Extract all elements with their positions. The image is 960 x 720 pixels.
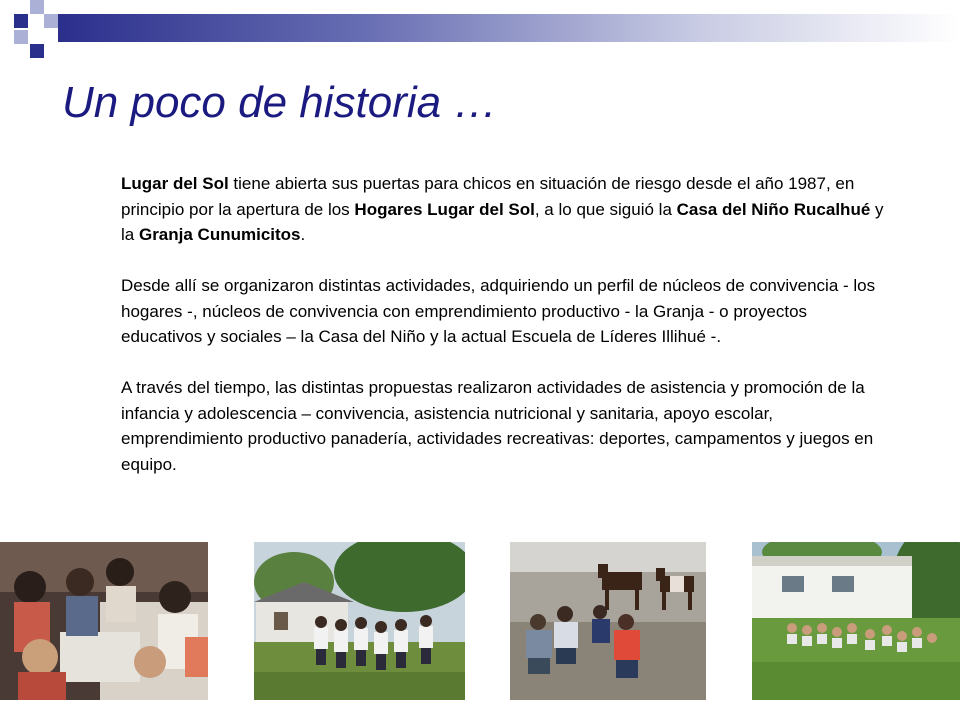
campers-on-lawn-photo xyxy=(752,542,960,700)
tug-of-war-photo xyxy=(254,542,465,700)
body-paragraph-1 xyxy=(121,171,891,248)
body-paragraph-3 xyxy=(121,375,891,477)
header-gradient-bar xyxy=(58,14,960,42)
emphasized-text: Hogares Lugar del Sol xyxy=(354,199,535,219)
slide-title: Un poco de historia … xyxy=(62,78,498,127)
emphasized-text: Casa del Niño Rucalhué xyxy=(676,199,871,219)
body-text-run: tiene abierta sus puertas para chicos en situación de riesgo desde el año 1987, en principio por la apertura de los xyxy=(121,174,855,219)
header-square-dark-1 xyxy=(14,14,28,28)
body-paragraph-2 xyxy=(121,273,891,350)
emphasized-text: Granja Cunumicitos xyxy=(138,225,301,244)
emphasized-text: Lugar del Sol xyxy=(121,174,229,193)
body-text-run: y la xyxy=(121,199,884,244)
header-square-light-3 xyxy=(14,30,28,44)
header-square-dark-2 xyxy=(30,44,44,58)
children-at-table-photo xyxy=(0,542,208,700)
body-text-run: A través del tiempo, las distintas propuestas realizaron actividades de asistencia y promoción de la infancia y adolescencia – convivencia, asistencia nutricional y sanitaria, apoyo escolar, emprendimiento productivo panadería, actividades recreativas: deportes, campamentos y juegos en equipo. xyxy=(121,378,874,474)
body-text-run: . xyxy=(300,225,306,244)
header-square-light-1 xyxy=(30,0,44,14)
kids-with-horses-on-beach-photo xyxy=(510,542,706,700)
body-text-run: Desde allí se organizaron distintas actividades, adquiriendo un perfil de núcleos de convivencia - los hogares -, núcleos de convivencia con emprendimiento productivo - la Granja - o proyectos educativos y sociales – la Casa del Niño y la actual Escuela de Líderes Illihué -. xyxy=(121,276,876,346)
slide-body xyxy=(121,171,891,503)
header-square-light-2 xyxy=(44,14,58,28)
body-text-run: , a lo que siguió la xyxy=(534,199,677,219)
